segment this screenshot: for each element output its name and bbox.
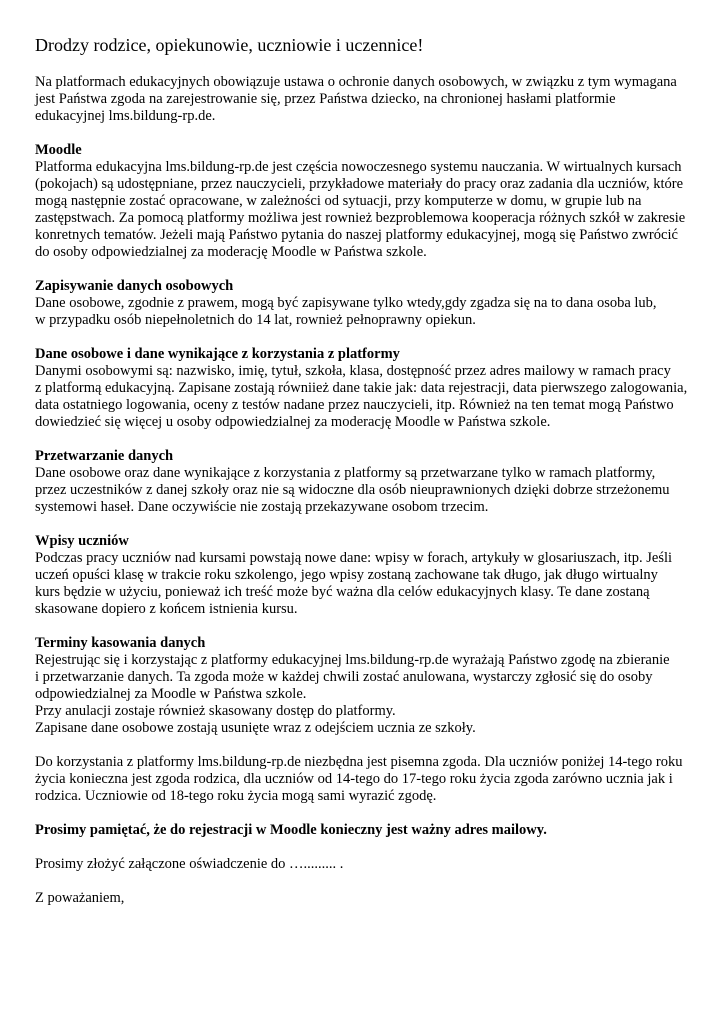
section-heading: Moodle (35, 142, 82, 158)
section-moodle (35, 142, 715, 261)
section-student-entries (35, 533, 715, 618)
text-line: Dane osobowe, zgodnie z prawem, mogą być zapisywane tylko wtedy,gdy zgadza się na to dana osoba lub, (35, 295, 657, 311)
text-line: jest Państwa zgoda na zarejestrowanie się, przez Państwa dziecko, na chronionej hasłami platformie (35, 91, 616, 107)
text-line: z platformą edukacyjną. Zapisane zostają równiież dane takie jak: data rejestracji, data pierwszego zalogowania, (35, 380, 688, 396)
text-line: dowiedzieć się więcej u osoby odpowiedzialnej za moderację Moodle w Państwa szkole. (35, 414, 551, 430)
text-line: Zapisane dane osobowe zostają usunięte wraz z odejściem ucznia ze szkoły. (35, 720, 476, 736)
text-line: Platforma edukacyjna lms.bildung-rp.de jest częścia nowoczesnego systemu nauczania. W wirtualnych kursach (35, 159, 682, 175)
reminder-text: Prosimy pamiętać, że do rejestracji w Moodle konieczny jest ważny adres mailowy. (35, 822, 547, 838)
text-line: (pokojach) są udostępniane, przez nauczycieli, przykładowe materiały do pracy oraz zadania dla uczniów, które (35, 176, 684, 192)
text-line: życia konieczna jest zgoda rodzica, dla uczniów od 14-tego do 17-tego roku życia zgoda zarówno ucznia jak i (35, 771, 673, 787)
text-line: data ostatniego logowania, oceny z testów nadane przez nauczycieli, itp. Również na ten temat mogą Państwo (35, 397, 674, 413)
request-paragraph (35, 856, 715, 873)
text-line: Dane osobowe oraz dane wynikające z korzystania z platformy są przetwarzane tylko w ramach platformy, (35, 465, 656, 481)
section-personal-data (35, 346, 715, 431)
letter-title: Drodzy rodzice, opiekunowie, uczniowie i uczennice! (35, 35, 424, 55)
intro-paragraph (35, 74, 715, 125)
request-text: Prosimy złożyć załączone oświadczenie do …......... . (35, 856, 344, 872)
text-line: Danymi osobowymi są: nazwisko, imię, tytuł, szkoła, klasa, dostępność przez adres mailowy w ramach pracy (35, 363, 671, 379)
text-line: rodzica. Uczniowie od 18-tego roku życia mogą sami wyrazić zgodę. (35, 788, 437, 804)
letter (35, 34, 715, 924)
reminder-paragraph (35, 822, 715, 839)
text-line: odpowiedzialnej za Moodle w Państwa szkole. (35, 686, 307, 702)
closing-paragraph (35, 890, 715, 907)
text-line: kurs będzie w użyciu, ponieważ ich treść może być ważna dla celów edukacyjnych klasy. Te dane zostaną (35, 584, 650, 600)
text-line: Podczas pracy uczniów nad kursami powstają nowe dane: wpisy w forach, artykuły w glosariuszach, itp. Jeśli (35, 550, 673, 566)
text-line: skasowane dopiero z końcem istnienia kursu. (35, 601, 298, 617)
section-saving-data (35, 278, 715, 329)
text-line: przez uczestników z danej szkoły oraz nie są widoczne dla osób nieuprawnionych dzięki dobrze strzeżonemu (35, 482, 670, 498)
text-line: systemowi haseł. Dane oczywiście nie zostają przekazywane osobom trzecim. (35, 499, 489, 515)
text-line: edukacyjnej lms.bildung-rp.de. (35, 108, 216, 124)
text-line: Do korzystania z platformy lms.bildung-rp.de niezbędna jest pisemna zgoda. Dla uczniów poniżej 14-tego roku (35, 754, 683, 770)
section-heading: Zapisywanie danych osobowych (35, 278, 234, 294)
section-heading: Wpisy uczniów (35, 533, 129, 549)
closing-text: Z poważaniem, (35, 890, 125, 906)
section-heading: Terminy kasowania danych (35, 635, 206, 651)
text-line: uczeń opuści klasę w trakcie roku szkolengo, jego wpisy zostaną zachowane tak długo, jak długo wirtualny (35, 567, 658, 583)
section-heading: Przetwarzanie danych (35, 448, 174, 464)
consent-paragraph (35, 754, 715, 805)
text-line: mogą następnie zostać opracowane, w zależności od sytuacji, przy komputerze w domu, w grupie lub na (35, 193, 642, 209)
section-heading: Dane osobowe i dane wynikające z korzystania z platformy (35, 346, 400, 362)
text-line: Na platformach edukacyjnych obowiązuje ustawa o ochronie danych osobowych, w związku z tym wymagana (35, 74, 677, 90)
section-processing (35, 448, 715, 516)
text-line: konretnych tematów. Jeżeli mają Państwo pytania do naszej platformy edukacyjnej, mogą się Państwo zwrócić (35, 227, 678, 243)
text-line: w przypadku osób niepełnoletnich do 14 lat, rownież pełnoprawny opiekun. (35, 312, 476, 328)
text-line: Rejestrując się i korzystając z platformy edukacyjnej lms.bildung-rp.de wyrażają Państwo zgodę na zbieranie (35, 652, 670, 668)
text-line: do osoby odpowiedzialnej za moderację Moodle w Państwa szkole. (35, 244, 427, 260)
text-line: zastępstwach. Za pomocą platformy możliwa jest rownież bezproblemowa kooperacja różnych szkół w zakresie (35, 210, 686, 226)
text-line: i przetwarzanie danych. Ta zgoda może w każdej chwili zostać anulowana, wystarczy zgłosić się do osoby (35, 669, 653, 685)
text-line: Przy anulacji zostaje również skasowany dostęp do platformy. (35, 703, 396, 719)
section-deletion-terms (35, 635, 715, 737)
